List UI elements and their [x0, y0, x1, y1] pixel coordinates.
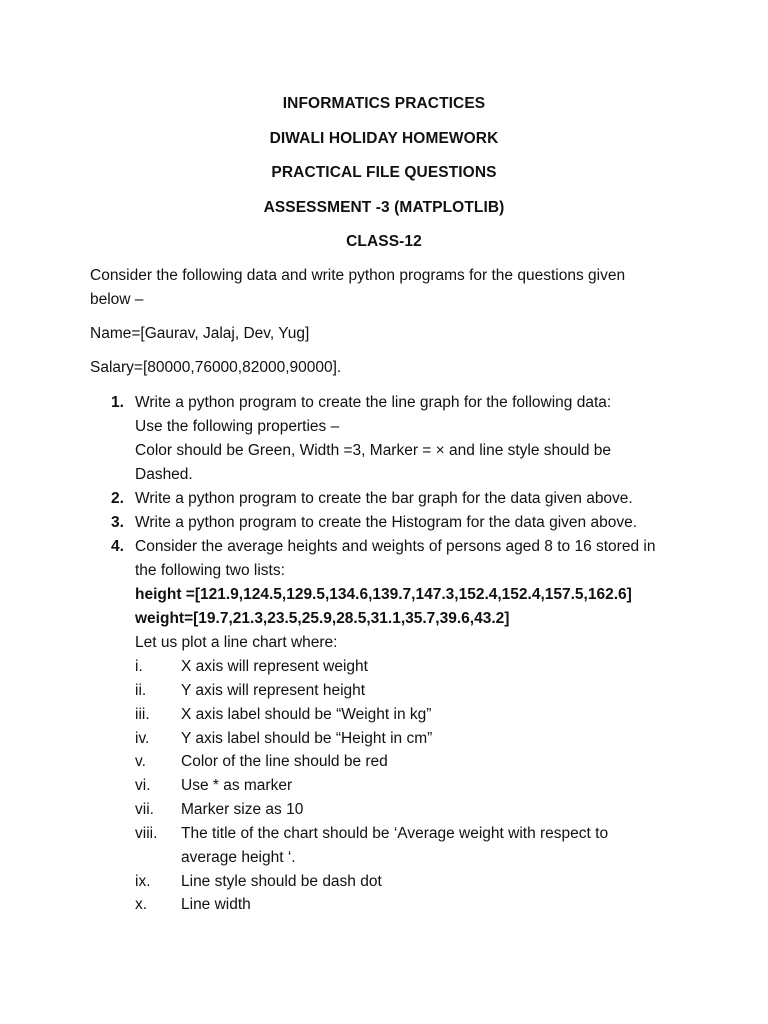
subitem-vii-number: vii. [135, 801, 154, 818]
assessment-heading: ASSESSMENT -3 (MATPLOTLIB) [263, 199, 505, 216]
subitem-i-text: X axis will represent weight [181, 658, 368, 675]
subitem-viii-number: viii. [135, 825, 158, 842]
height-list: height =[121.9,124.5,129.5,134.6,139.7,147.3,152.4,152.4,157.5,162.6] [135, 586, 632, 603]
subitem-ii-text: Y axis will represent height [181, 682, 366, 699]
subitem-iv-number: iv. [135, 730, 150, 747]
name-data: Name=[Gaurav, Jalaj, Dev, Yug] [90, 325, 310, 342]
question-4-line-1: Consider the average heights and weights of persons aged 8 to 16 stored in [135, 538, 656, 555]
subitem-iii-text: X axis label should be “Weight in kg” [181, 706, 432, 723]
plot-intro: Let us plot a line chart where: [135, 634, 338, 651]
question-4-line-2: the following two lists: [135, 562, 285, 579]
intro-line-2: below – [90, 291, 144, 308]
subitem-iii-number: iii. [135, 706, 150, 723]
subitem-x-text: Line width [181, 896, 251, 913]
question-1-line-2: Use the following properties – [135, 418, 340, 435]
question-3-number: 3. [111, 514, 124, 531]
question-1-number: 1. [111, 394, 124, 411]
question-4-number: 4. [111, 538, 124, 555]
question-1-line-1: Write a python program to create the line graph for the following data: [135, 394, 612, 411]
salary-data: Salary=[80000,76000,82000,90000]. [90, 359, 342, 376]
subitem-ii-number: ii. [135, 682, 147, 699]
subitem-ix-number: ix. [135, 873, 151, 890]
weight-list: weight=[19.7,21.3,23.5,25.9,28.5,31.1,35.7,39.6,43.2] [135, 610, 510, 627]
question-1-line-3: Color should be Green, Width =3, Marker = × and line style should be [135, 442, 612, 459]
subitem-ix-text: Line style should be dash dot [181, 873, 382, 890]
subitem-x-number: x. [135, 896, 148, 913]
subitem-vii-text: Marker size as 10 [181, 801, 304, 818]
question-3-text: Write a python program to create the Histogram for the data given above. [135, 514, 638, 531]
subitem-vi-text: Use * as marker [181, 777, 293, 794]
homework-heading: DIWALI HOLIDAY HOMEWORK [269, 130, 499, 147]
subject-heading: INFORMATICS PRACTICES [282, 95, 486, 112]
subitem-v-text: Color of the line should be red [181, 753, 388, 770]
subitem-viii-continuation: average height ‘. [181, 849, 296, 866]
subitem-vi-number: vi. [135, 777, 151, 794]
question-2-number: 2. [111, 490, 124, 507]
subitem-i-number: i. [135, 658, 143, 675]
question-1-line-4: Dashed. [135, 466, 193, 483]
class-heading: CLASS-12 [346, 233, 422, 250]
intro-line-1: Consider the following data and write python programs for the questions given [90, 267, 626, 284]
practical-file-heading: PRACTICAL FILE QUESTIONS [271, 164, 497, 181]
question-2-text: Write a python program to create the bar graph for the data given above. [135, 490, 633, 507]
subitem-iv-text: Y axis label should be “Height in cm” [181, 730, 433, 747]
subitem-v-number: v. [135, 753, 146, 770]
subitem-viii-text: The title of the chart should be ‘Average weight with respect to [181, 825, 609, 842]
